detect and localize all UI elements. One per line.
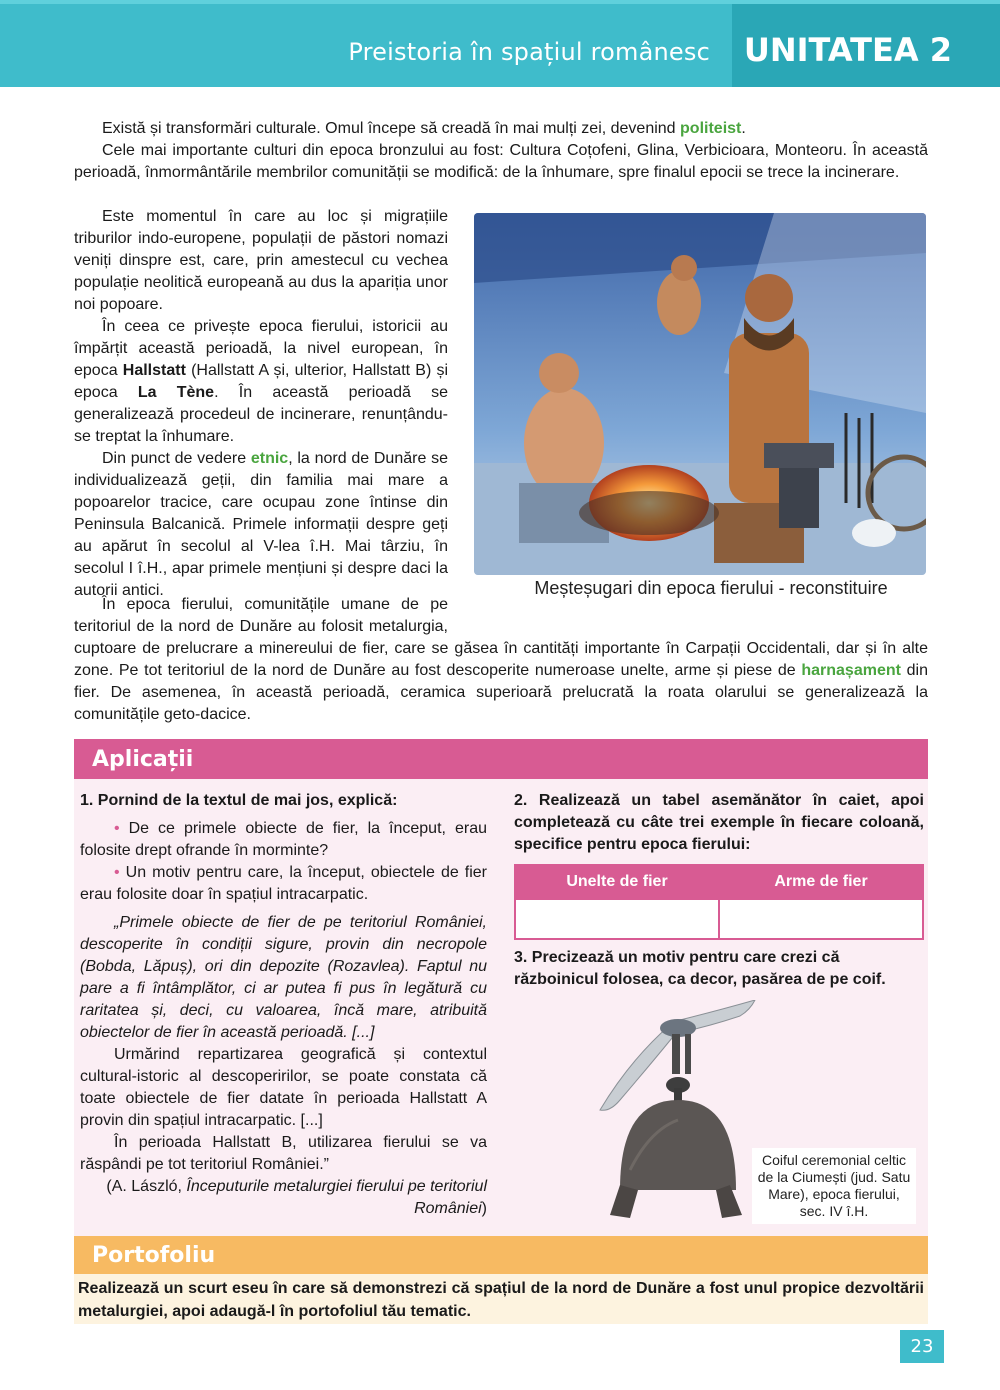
table-header-tools: Unelte de fier bbox=[515, 865, 719, 899]
blacksmiths-drawing bbox=[474, 213, 926, 575]
paragraph-2: Cele mai importante culturi din epoca bronzului au fost: Cultura Coțofeni, Glina, Verbicioara, Monteoru. În această perioadă, înmormântările membrilor comunității se modifică: de la înhumare, spre finalul epocii se trece la incinerare. bbox=[74, 142, 928, 181]
table-cell-empty bbox=[719, 899, 923, 939]
unit-label: UNITATEA 2 bbox=[743, 31, 952, 69]
term-la-tene: La Tène bbox=[137, 384, 215, 401]
term-harnasament: harnașament bbox=[801, 662, 901, 679]
portofoliu-header bbox=[74, 1236, 928, 1274]
chapter-title: Preistoria în spațiul românesc bbox=[348, 38, 710, 66]
helmet-caption: Coiful ceremonial celtic de la Ciumești (jud. Satu Mare), epoca fierului, sec. IV î.H. bbox=[752, 1148, 916, 1224]
header-top-line bbox=[0, 0, 1000, 4]
paragraph-3: Este momentul în care au loc și migrațiile triburilor indo-europene, populații de păstori nomazi veniți dinspre est, care, prin amestecul cu vechea populație neolitică europeană au dus la apariția unor noi popoare. bbox=[74, 208, 448, 313]
celtic-helmet-image bbox=[590, 1000, 760, 1225]
table-cell-empty bbox=[515, 899, 719, 939]
aplicatii-left-column bbox=[80, 790, 487, 1220]
portofoliu-title: Portofoliu bbox=[92, 1243, 216, 1268]
portofoliu-text: Realizează un scurt eseu în care să demonstrezi că spațiul de la nord de Dunăre a fost unul propice dezvoltării metalurgiei, apoi adaugă-l în portofoliul tău tematic. bbox=[78, 1280, 924, 1320]
question-1-bullet-1: • De ce primele obiecte de fier, la început, erau folosite drept ofrande în morminte? bbox=[80, 820, 487, 859]
bullet-icon: • bbox=[114, 820, 120, 837]
left-column-text bbox=[74, 206, 448, 602]
term-politeist: politeist bbox=[680, 120, 742, 137]
paragraph-1: Există și transformări culturale. Omul începe să creadă în mai mulți zei, devenind politeist. bbox=[102, 120, 746, 137]
aplicatii-title: Aplicații bbox=[92, 747, 194, 772]
term-hallstatt: Hallstatt bbox=[122, 362, 186, 379]
question-1: 1. Pornind de la textul de mai jos, explică: bbox=[80, 792, 398, 809]
paragraph-6-flow bbox=[74, 594, 928, 726]
paragraph-6-text: În epoca fierului, comunitățile umane de pe teritoriul de la nord de Dunăre au folosit metalurgia, cuptoare de prelucrare a minereului de fier, care se găsea în cantități importante în Carpații Occidentali, dar și în alte zone. Pe tot teritoriul de la nord de Dunăre au fost descoperite numeroase unelte, arme și piese de harnașament din fier. De asemenea, în această perioadă, ceramica superioară prelucrată la roata olarului se generalizează la comunitățile geto-dacice. bbox=[74, 596, 929, 723]
helmet-drawing bbox=[590, 1000, 760, 1225]
table-header-row bbox=[515, 865, 923, 899]
quote-source: (A. László, Începuturile metalurgiei fierului pe teritoriul României) bbox=[106, 1178, 487, 1217]
question-1-bullet-2: • Un motiv pentru care, la început, obiectele de fier erau folosite doar în spațiul intracarpatic. bbox=[80, 864, 487, 903]
blacksmiths-illustration bbox=[474, 213, 926, 575]
aplicatii-right-column bbox=[514, 790, 924, 856]
question-2: 2. Realizează un tabel asemănător în caiet, apoi completează cu câte trei exemple în fiecare coloană, specifice pentru epoca fierului: bbox=[514, 792, 924, 853]
quote-paragraph-2: Urmărind repartizarea geografică și contextul cultural-istoric al descoperirilor, se poate constata că toate obiectele de fier datate în perioada Hallstatt A provin din spațiul intracarpatic. [...] bbox=[80, 1046, 487, 1129]
source-title: Începuturile metalurgiei fierului pe teritoriul României bbox=[186, 1178, 487, 1217]
table-header-weapons: Arme de fier bbox=[719, 865, 923, 899]
float-spacer bbox=[448, 594, 928, 638]
paragraph-5: Din punct de vedere etnic, la nord de Dunăre se individualizează geții, din familia mai mare a popoarelor tracice, care ocupau zone întinse din Peninsula Balcanică. Primele informații despre geți au apărut în secolul al V-lea î.H. Mai târziu, în secolul I î.H., apar primele mențiuni și despre daci la autorii antici. bbox=[74, 450, 448, 599]
aplicatii-header bbox=[74, 739, 928, 779]
paragraph-4: În ceea ce privește epoca fierului, istoricii au împărțit această perioadă, la nivel european, în epoca Hallstatt (Hallstatt A și, ulterior, Hallstatt B) și epoca La Tène. În această perioadă se generalizează procedeul de incinerare, renunțându-se treptat la înhumare. bbox=[74, 318, 449, 445]
term-etnic: etnic bbox=[250, 450, 289, 467]
page-number: 23 bbox=[900, 1330, 944, 1363]
illustration-caption: Meșteșugari din epoca fierului - reconstituire bbox=[534, 578, 888, 598]
table-row bbox=[515, 899, 923, 939]
intro-text bbox=[74, 118, 928, 184]
page-header bbox=[0, 0, 1000, 87]
quote-paragraph-3: În perioada Hallstatt B, utilizarea fierului se va răspândi pe tot teritoriul României.” bbox=[80, 1134, 487, 1173]
tools-weapons-table bbox=[514, 864, 924, 940]
question-3: 3. Precizează un motiv pentru care crezi că războinicul folosea, ca decor, pasărea de pe coif. bbox=[514, 949, 886, 988]
bullet-icon: • bbox=[114, 864, 120, 881]
quote-paragraph-1: „Primele obiecte de fier de pe teritoriul României, descoperite în condiții sigure, provin din necropole (Bobda, Lăpuș), ori din depozite (Rozavlea). Faptul nu pare a fi întâmplător, ci ar putea fi pus în legătură cu raritatea și, deci, cu valoarea, încă mare, atribuită obiectelor de fier în această perioadă. [...] bbox=[80, 914, 487, 1041]
